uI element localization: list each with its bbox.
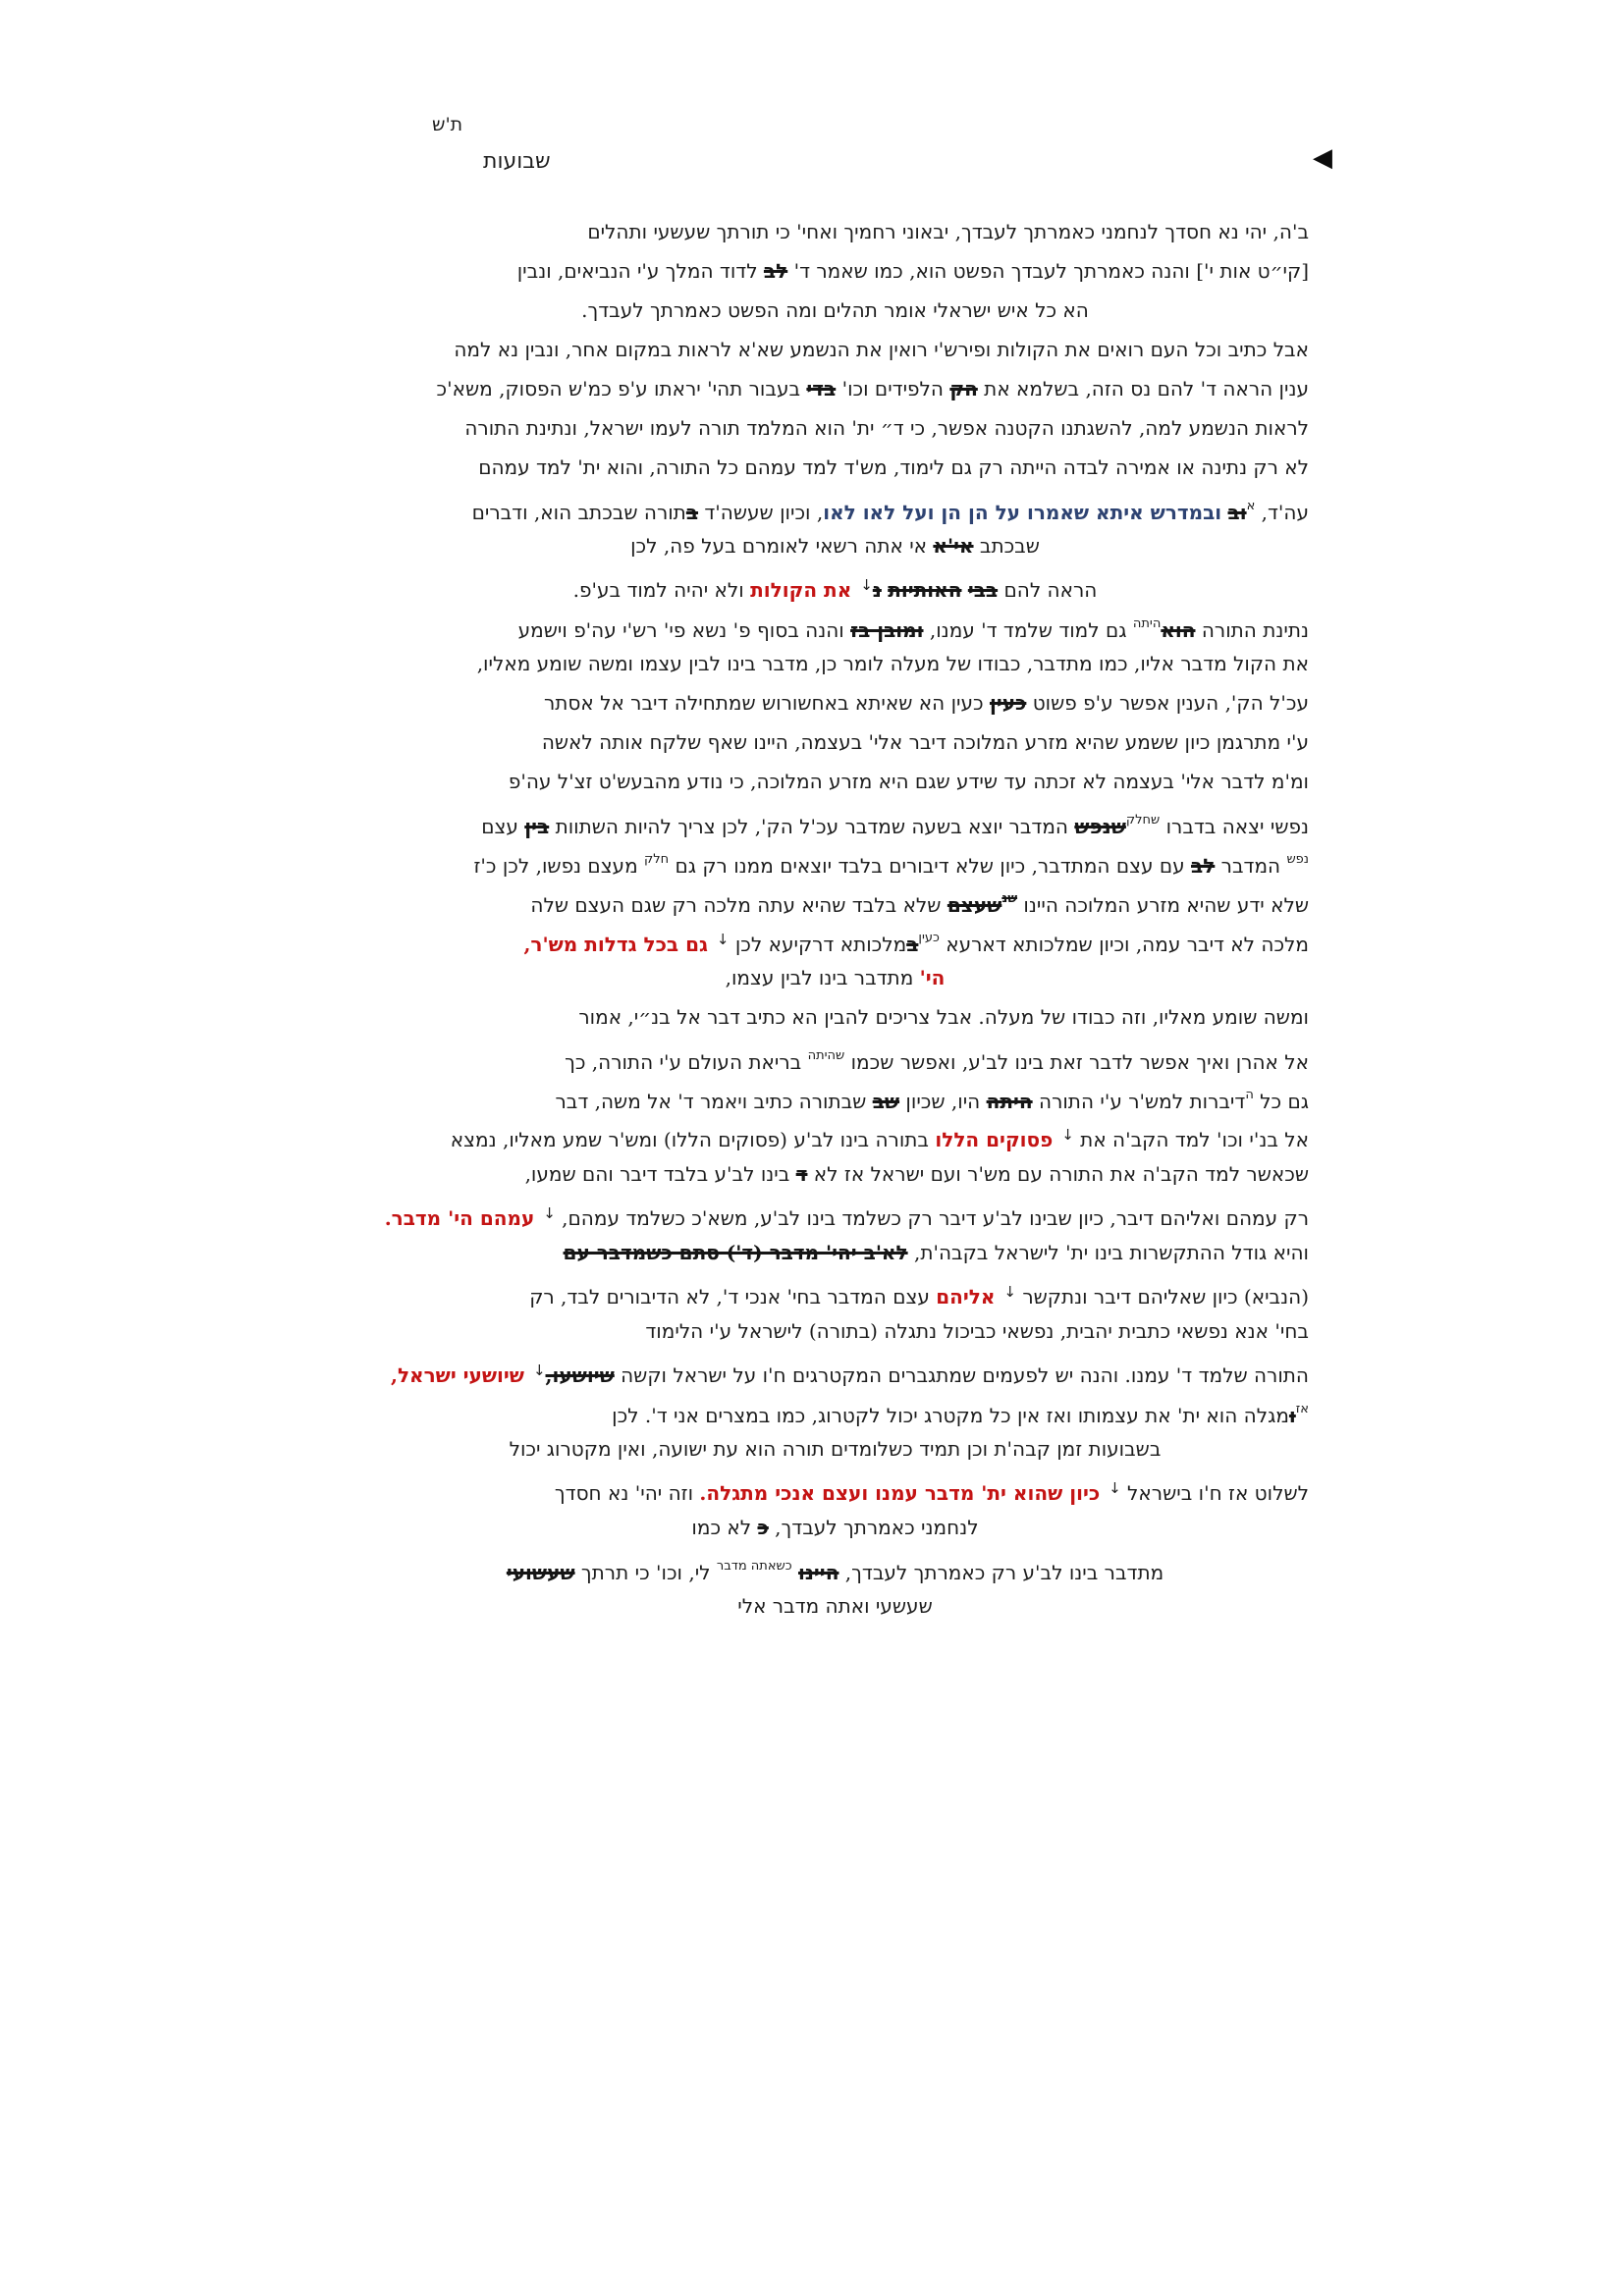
text-line: [361, 1547, 1309, 1586]
text-segment: בינו לב'ע בלבד דיבר והם שמעו,: [524, 1162, 796, 1186]
text-line: [361, 1272, 1309, 1311]
text-segment: עצם: [481, 815, 525, 838]
text-line: [361, 291, 1309, 330]
text-line: [361, 644, 1309, 683]
insertion-caret-icon: ↓: [1003, 1283, 1016, 1301]
text-segment: שלא בלבד שהיא עתה מלכה רק שגם העצם שלה: [530, 893, 947, 917]
superscript-text: שהיתה: [807, 1048, 845, 1063]
text-line: [361, 526, 1309, 565]
text-segment: והיא גודל ההתקשרות בינו ית' לישראל בקבה'ת,: [907, 1241, 1309, 1264]
superscript-text: ה: [1245, 1088, 1254, 1102]
text-segment: גם כל: [1253, 1090, 1309, 1113]
struck-text: נ: [872, 578, 882, 602]
text-segment: שבתורה כתיב ויאמר ד' אל משה, דבר: [555, 1090, 873, 1113]
text-segment: מגלה הוא ית' את עצמותו ואז אין כל מקטרג יכול לקטרוג, כמו במצרים אני ד'. לכן: [612, 1404, 1289, 1427]
superscript-text: חלק: [644, 852, 670, 867]
text-line: [361, 919, 1309, 958]
text-segment: עכ'ל הק', הענין אפשר ע'פ פשוט: [1026, 691, 1309, 715]
struck-text: האותיות: [888, 578, 962, 602]
text-line: [361, 1037, 1309, 1076]
margin-arrow-icon: ◀: [1313, 143, 1332, 173]
text-segment: בשבועות זמן קבה'ת וכן תמיד כשלומדים תורה הוא עת ישועה, ואין מקטרוג יכול: [509, 1437, 1162, 1461]
text-segment: אי אתה רשאי לאומרם בעל פה, לכן: [630, 534, 934, 558]
struck-text: הוא: [1161, 618, 1196, 642]
struck-text: בדי: [806, 377, 837, 400]
text-segment: הלפידים וכו': [836, 377, 950, 400]
struck-text: ו: [1288, 1404, 1296, 1427]
text-line: [361, 487, 1309, 526]
quote-text: ובמדרש איתא שאמרו על הן הן ועל לאו לאו: [823, 501, 1222, 524]
text-line: [361, 1429, 1309, 1468]
struck-text: שעשועי: [506, 1561, 575, 1584]
text-segment: וזה יהי' נא חסדך: [554, 1481, 700, 1505]
correction-text: פסוקים הללו: [935, 1128, 1060, 1151]
text-segment: דיברות למש'ר ע'י התורה: [1032, 1090, 1246, 1113]
text-segment: תורה שבכתב הוא, ודברים: [471, 501, 686, 524]
superscript-text: אז: [1295, 1402, 1309, 1416]
struck-text: אי'א: [933, 534, 974, 558]
text-segment: ולא יהיה למוד בע'פ.: [572, 578, 751, 602]
text-line: [361, 958, 1309, 997]
text-line: [361, 605, 1309, 644]
text-segment: נתינת התורה: [1195, 618, 1309, 642]
text-segment: לראות הנשמע למה, להשגתנו הקטנה אפשר, כי ד״ ית' הוא המלמד תורה לעמו ישראל, ונתינת התורה: [464, 416, 1309, 440]
struck-text: שיושעו,: [545, 1363, 615, 1387]
text-line: [361, 1508, 1309, 1547]
correction-text: כיון שהוא ית' מדבר עמנו ועצם אנכי מתגלה.: [699, 1481, 1108, 1505]
text-segment: בתורה בינו לב'ע (פסוקים הללו) ומש'ר שמע מאליו, נמצא: [450, 1128, 936, 1151]
text-segment: לשלוט אז ח'ו בישראל: [1120, 1481, 1309, 1505]
correction-text: שיושעי ישראל,: [390, 1363, 531, 1387]
text-line: [361, 330, 1309, 369]
text-segment: בחי' אנא נפשאי כתבית יהבית, נפשאי כביכול נתגלה (בתורה) לישראל ע'י הלימוד: [645, 1319, 1309, 1343]
struck-text: שעצם: [947, 893, 1002, 917]
text-segment: בריאת העולם ע'י התורה, כך: [565, 1050, 808, 1074]
insertion-caret-icon: ↓: [860, 576, 873, 594]
struck-text: בבי: [967, 578, 999, 602]
text-segment: היו, שכיון: [899, 1090, 987, 1113]
struck-text: הק: [949, 377, 978, 400]
superscript-text: א: [1246, 499, 1256, 513]
text-line: [361, 565, 1309, 605]
text-segment: מלכותא דרקיעא לכן: [729, 933, 907, 956]
text-segment: עה'ד,: [1255, 501, 1309, 524]
text-segment: ענין הראה ד' להם נס הזה, בשלמא את: [977, 377, 1309, 400]
text-line: [361, 1390, 1309, 1429]
struck-text: היתה: [986, 1090, 1033, 1113]
text-segment: מתדבר בינו לבין עצמו,: [725, 966, 920, 989]
struck-text: לב: [763, 259, 788, 283]
struck-text: שנפש: [1074, 815, 1126, 838]
text-segment: בעבור תהי' יראתו ע'פ כמ'ש הפסוק, משא'כ: [436, 377, 807, 400]
correction-text: אליהם: [936, 1285, 1002, 1308]
text-line: [361, 1154, 1309, 1194]
text-segment: אבל כתיב וכל העם רואים את הקולות ופירש'י רואין את הנשמע שא'א לראות במקום אחר, ונבין נא למה: [454, 338, 1309, 361]
correction-text: עמהם הי' מדבר.: [384, 1206, 542, 1230]
text-line: [361, 1233, 1309, 1272]
struck-text: ב: [906, 933, 919, 956]
text-segment: ע'י מתרגמן כיון ששמע שהיא מזרע המלוכה דיבר אלי' בעצמה, היינו שאף שלקח אותה לאשה: [541, 730, 1309, 754]
struck-text: ד: [795, 1162, 808, 1186]
text-line: [361, 683, 1309, 722]
text-segment: לדוד המלך ע'י הנביאים, ונבין: [516, 259, 764, 283]
text-segment: אל בנ'י וכו' למד הקב'ה את: [1073, 1128, 1309, 1151]
text-segment: שכאשר למד הקב'ה את התורה עם מש'ר ועם ישראל אז לא: [807, 1162, 1309, 1186]
correction-text: את הקולות: [750, 578, 859, 602]
superscript-text: היתה: [1132, 616, 1162, 631]
text-segment: מלכה לא דיבר עמה, וכיון שמלכותא דארעא: [939, 933, 1309, 956]
text-segment: והנה בסוף פ' נשא פי' רש'י עה'פ וישמע: [517, 618, 851, 642]
insertion-caret-icon: ↓: [1109, 1479, 1121, 1497]
text-line: [361, 408, 1309, 448]
text-segment: אל אהרן ואיך אפשר לדבר זאת בינו לב'ע, ואפשר שכמו: [844, 1050, 1309, 1074]
correction-text: גם בכל גדלות מש'ר,: [523, 933, 715, 956]
text-line: [361, 722, 1309, 762]
text-segment: שלא ידע שהיא מזרע המלוכה היינו: [1017, 893, 1309, 917]
text-segment: (הנביא) כיון שאליהם דיבר ונתקשר: [1015, 1285, 1309, 1308]
text-line: [361, 1586, 1309, 1626]
struck-text: שב: [872, 1090, 900, 1113]
struck-text: היינו: [797, 1561, 839, 1584]
struck-text: שנ: [1001, 891, 1018, 906]
text-segment: את הקול מדבר אליו, כמו מתדבר, כבודו של מעלה לומר כן, מדבר בינו לבין עצמו ומשה שומע מאליו,: [476, 652, 1309, 675]
text-segment: ומ'מ לדבר אלי' בעצמה לא זכתה עד שידע שגם היא מזרע המלוכה, כי נודע מהבעש'ט זצ'ל עה'פ: [508, 770, 1309, 793]
struck-text: כעין: [989, 691, 1027, 715]
text-line: [361, 997, 1309, 1037]
text-segment: גם למוד שלמד ד' עמנו,: [923, 618, 1133, 642]
text-line: [361, 880, 1309, 919]
text-line: [361, 1468, 1309, 1508]
struck-text: וב: [1227, 501, 1247, 524]
text-segment: לא רק נתינה או אמירה לבדה הייתה רק גם לימוד, מש'ד למד עמהם כל התורה, והוא ית' למד עמהם: [478, 455, 1309, 479]
text-line: [361, 251, 1309, 291]
superscript-text: כשאתה מדבר: [716, 1559, 792, 1574]
text-line: [361, 840, 1309, 880]
struck-text: בין: [524, 815, 550, 838]
struck-text: ב: [685, 501, 699, 524]
text-segment: , וכיון שעשה'ד: [698, 501, 824, 524]
text-line: [361, 1351, 1309, 1390]
text-segment: ב'ה, יהי נא חסדך לנחמני כאמרתך לעבדך, יבאוני רחמיך ואחי' כי תורתך שעשעי ותהלים: [587, 220, 1309, 243]
text-segment: עצם המדבר בחי' אנכי ד', לא הדיבורים לבד, רק: [529, 1285, 937, 1308]
text-segment: התורה שלמד ד' עמנו. והנה יש לפעמים שמתגברים המקטרגים ח'ו על ישראל וקשה: [614, 1363, 1309, 1387]
text-line: [361, 448, 1309, 487]
text-segment: [קי״ט אות י'] והנה כאמרתך לעבדך הפשט הוא, כמו שאמר ד': [787, 259, 1309, 283]
page-header-mark: ת'ש: [432, 114, 463, 135]
struck-text: כ: [757, 1516, 769, 1539]
struck-text: לא'ב יהי' מדבר (ד') סתם כשמדבר עם: [563, 1241, 908, 1264]
text-segment: הראה להם: [998, 578, 1098, 602]
text-segment: מעצם נפשו, לכן כ'ז: [473, 854, 645, 878]
text-segment: שעשעי ואתה מדבר אלי: [737, 1594, 933, 1618]
text-segment: רק עמהם ואליהם דיבר, כיון שבינו לב'ע דיבר רק כשלמד בינו לב'ע, משא'כ כשלמד עמהם,: [555, 1206, 1309, 1230]
text-segment: ומשה שומע מאליו, וזה כבודו של מעלה. אבל צריכים להבין הא כתיב דבר אל בנ״י, אמור: [578, 1005, 1309, 1029]
text-line: [361, 1311, 1309, 1351]
text-segment: שבכתב: [973, 534, 1040, 558]
text-segment: מתדבר בינו לב'ע רק כאמרתך לעבדך,: [839, 1561, 1164, 1584]
text-segment: לא כמו: [691, 1516, 758, 1539]
text-segment: המדבר יוצא בשעה שמדבר עכ'ל הק', לכן צריך להיות השתוות: [549, 815, 1075, 838]
struck-text: לב: [1191, 854, 1216, 878]
superscript-text: נפש: [1286, 852, 1309, 867]
text-segment: עם עצם המתדבר, כיון שלא דיבורים בלבד יוצאים ממנו רק גם: [669, 854, 1192, 878]
text-line: [361, 1115, 1309, 1154]
text-line: [361, 762, 1309, 801]
insertion-caret-icon: ↓: [1061, 1126, 1074, 1144]
text-segment: הא כל איש ישראלי אומר תהלים ומה הפשט כאמרתך לעבדך.: [581, 298, 1089, 322]
struck-text: ומובן בז: [850, 618, 924, 642]
insertion-caret-icon: ↓: [716, 931, 730, 948]
insertion-caret-icon: ↓: [543, 1204, 556, 1222]
text-line: [361, 801, 1309, 840]
text-segment: המדבר: [1215, 854, 1287, 878]
document-body: [361, 212, 1309, 1626]
correction-text: הי': [919, 966, 946, 989]
insertion-caret-icon: ↓: [532, 1362, 546, 1379]
text-line: [361, 1194, 1309, 1233]
section-title: שבועות: [483, 149, 551, 174]
text-line: [361, 1076, 1309, 1115]
text-line: [361, 369, 1309, 408]
text-segment: כעין הא שאיתא באחשורוש שמתחילה דיבר אל אסתר: [543, 691, 990, 715]
superscript-text: שחלק: [1125, 813, 1161, 828]
text-segment: נפשי יצאה בדברו: [1160, 815, 1309, 838]
superscript-text: כעין: [918, 931, 940, 945]
text-line: [361, 212, 1309, 251]
text-segment: לנחמני כאמרתך לעבדך,: [768, 1516, 979, 1539]
text-segment: לי, וכו' כי תרתך: [574, 1561, 717, 1584]
